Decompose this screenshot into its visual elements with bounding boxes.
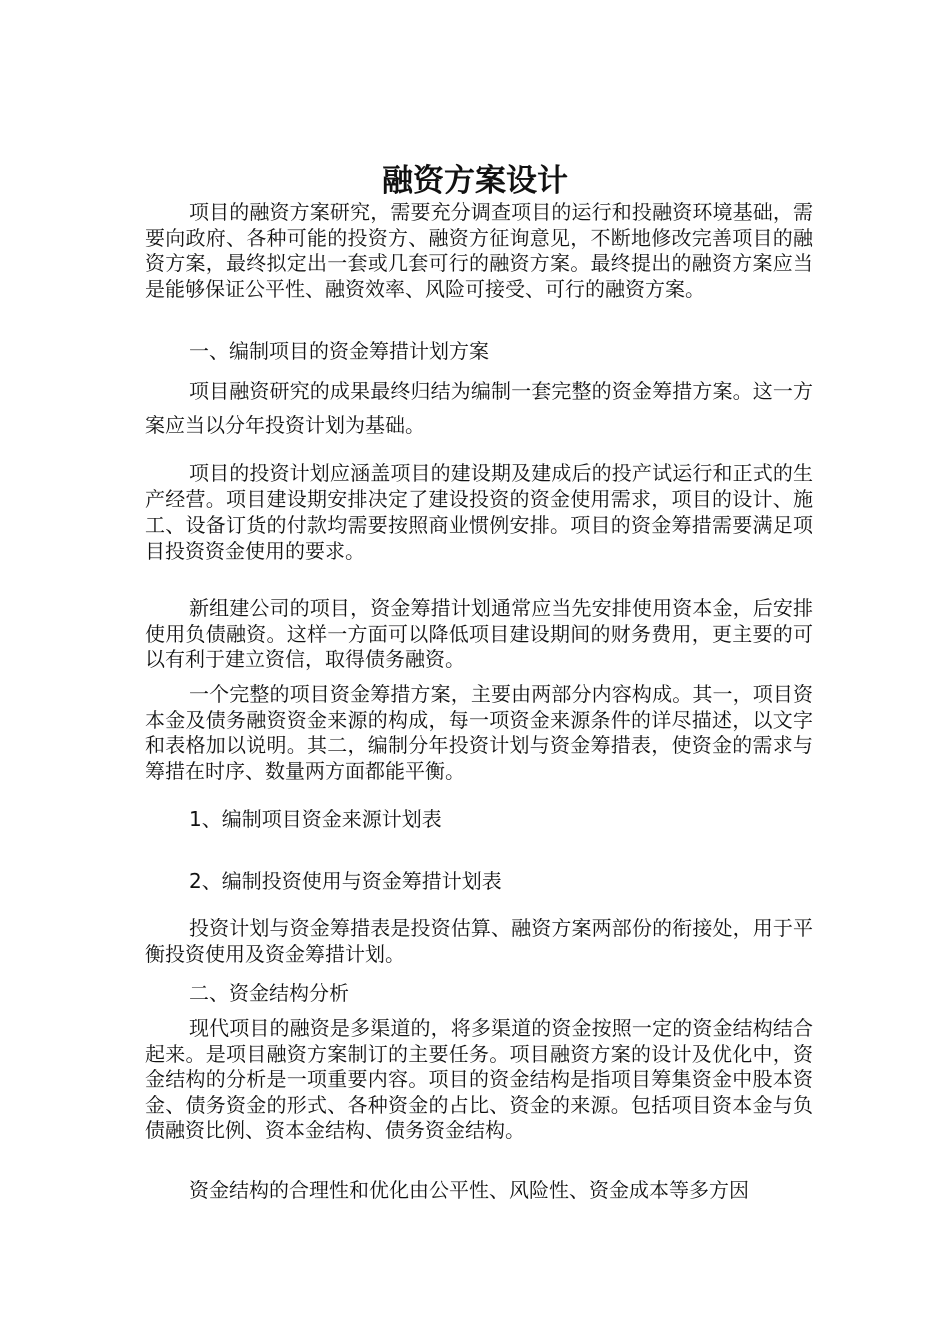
paragraph-funding-plan: 项目融资研究的成果最终归结为编制一套完整的资金筹措方案。这一方案应当以分年投资计划为基础。	[145, 379, 813, 437]
intro-paragraph: 项目的融资方案研究，需要充分调查项目的运行和投融资环境基础，需要向政府、各种可能的投资方、融资方征询意见，不断地修改完善项目的融资方案，最终拟定出一套或几套可行的融资方案。最终提出的融资方案应当是能够保证公平性、融资效率、风险可接受、可行的融资方案。	[145, 200, 813, 301]
document-title: 融资方案设计	[382, 162, 568, 199]
subheading-1: 1、编制项目资金来源计划表	[189, 807, 442, 831]
section-heading-1: 一、编制项目的资金筹措计划方案	[189, 339, 489, 363]
paragraph-structure-optimization: 资金结构的合理性和优化由公平性、风险性、资金成本等多方因	[189, 1178, 749, 1202]
paragraph-investment-plan: 项目的投资计划应涵盖项目的建设期及建成后的投产试运行和正式的生产经营。项目建设期安排决定了建设投资的资金使用需求，项目的设计、施工、设备订货的付款均需要按照商业惯例安排。项目的资金筹措需要满足项目投资资金使用的要求。	[145, 461, 813, 563]
paragraph-capital-structure: 现代项目的融资是多渠道的，将多渠道的资金按照一定的资金结构结合起来。是项目融资方案制订的主要任务。项目融资方案的设计及优化中，资金结构的分析是一项重要内容。项目的资金结构是指项目筹集资金中股本资金、债务资金的形式、各种资金的占比、资金的来源。包括项目资本金与负债融资比例、资本金结构、债务资金结构。	[145, 1016, 813, 1142]
paragraph-new-company: 新组建公司的项目，资金筹措计划通常应当先安排使用资本金，后安排使用负债融资。这样一方面可以降低项目建设期间的财务费用，更主要的可以有利于建立资信，取得债务融资。	[145, 596, 813, 671]
subheading-2: 2、编制投资使用与资金筹措计划表	[189, 869, 502, 893]
paragraph-complete-plan: 一个完整的项目资金筹措方案，主要由两部分内容构成。其一，项目资本金及债务融资资金来源的构成，每一项资金来源条件的详尽描述，以文字和表格加以说明。其二，编制分年投资计划与资金筹措表，使资金的需求与筹措在时序、数量两方面都能平衡。	[145, 682, 813, 783]
section-heading-2: 二、资金结构分析	[189, 981, 349, 1005]
paragraph-investment-table: 投资计划与资金筹措表是投资估算、融资方案两部份的衔接处，用于平衡投资使用及资金筹措计划。	[145, 916, 813, 966]
